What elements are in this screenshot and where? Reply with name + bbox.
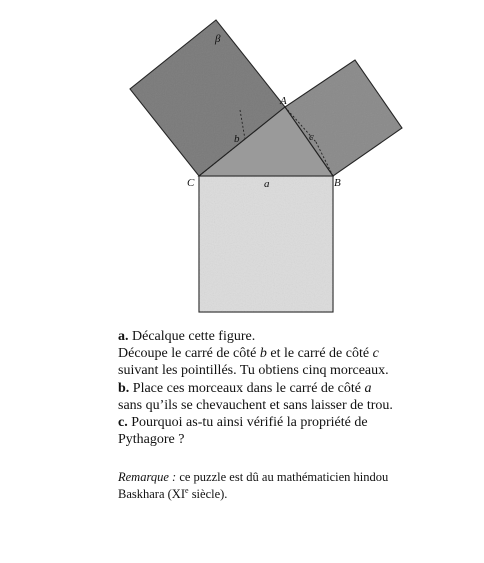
label-side-a: a — [264, 178, 270, 190]
item-c-line2: Pythagore ? — [118, 432, 185, 448]
item-b-text: Place ces morceaux dans le carré de côté — [132, 380, 365, 396]
item-a-text: Décalque cette figure. — [132, 329, 256, 344]
item-a-line2-mid: et le carré de côté — [266, 346, 373, 362]
item-b-label: b. — [118, 380, 130, 396]
remark-text2-post: siècle). — [188, 487, 228, 501]
var-a: a — [364, 380, 372, 396]
label-beta: β — [215, 33, 221, 45]
remark-text1: ce puzzle est dû au mathématicien hindou — [176, 470, 389, 484]
remark-line2 — [118, 486, 438, 503]
label-vertex-c: C — [187, 177, 195, 189]
label-vertex-b: B — [334, 177, 341, 189]
var-c: c — [372, 346, 379, 362]
item-a-line2 — [118, 345, 418, 362]
item-a-line2-pre: Découpe le carré de côté — [118, 346, 260, 362]
item-a-line3: suivant les pointillés. Tu obtiens cinq morceaux. — [118, 363, 389, 379]
item-b-line1 — [118, 380, 418, 397]
label-side-b: b — [234, 133, 240, 145]
item-a-line1 — [118, 328, 418, 345]
item-c-line1 — [118, 414, 418, 431]
label-side-c: c — [309, 131, 314, 143]
square-side-a — [199, 176, 333, 312]
remark-line1 — [118, 469, 438, 486]
remark-sup: e — [185, 485, 189, 495]
item-a-label: a. — [118, 329, 129, 344]
remark-text2-pre: Baskhara (XI — [118, 487, 185, 501]
var-b: b — [259, 346, 267, 362]
label-vertex-a: A — [280, 95, 287, 107]
item-c-text: Pourquoi as-tu ainsi vérifié la propriété de — [131, 415, 368, 431]
item-b-line2: sans qu’ils se chevauchent et sans laisser de trou. — [118, 397, 393, 413]
remark — [118, 469, 438, 503]
item-c-label: c. — [118, 415, 128, 431]
remark-title: Remarque : — [118, 470, 177, 484]
exercise-instructions — [118, 328, 418, 448]
